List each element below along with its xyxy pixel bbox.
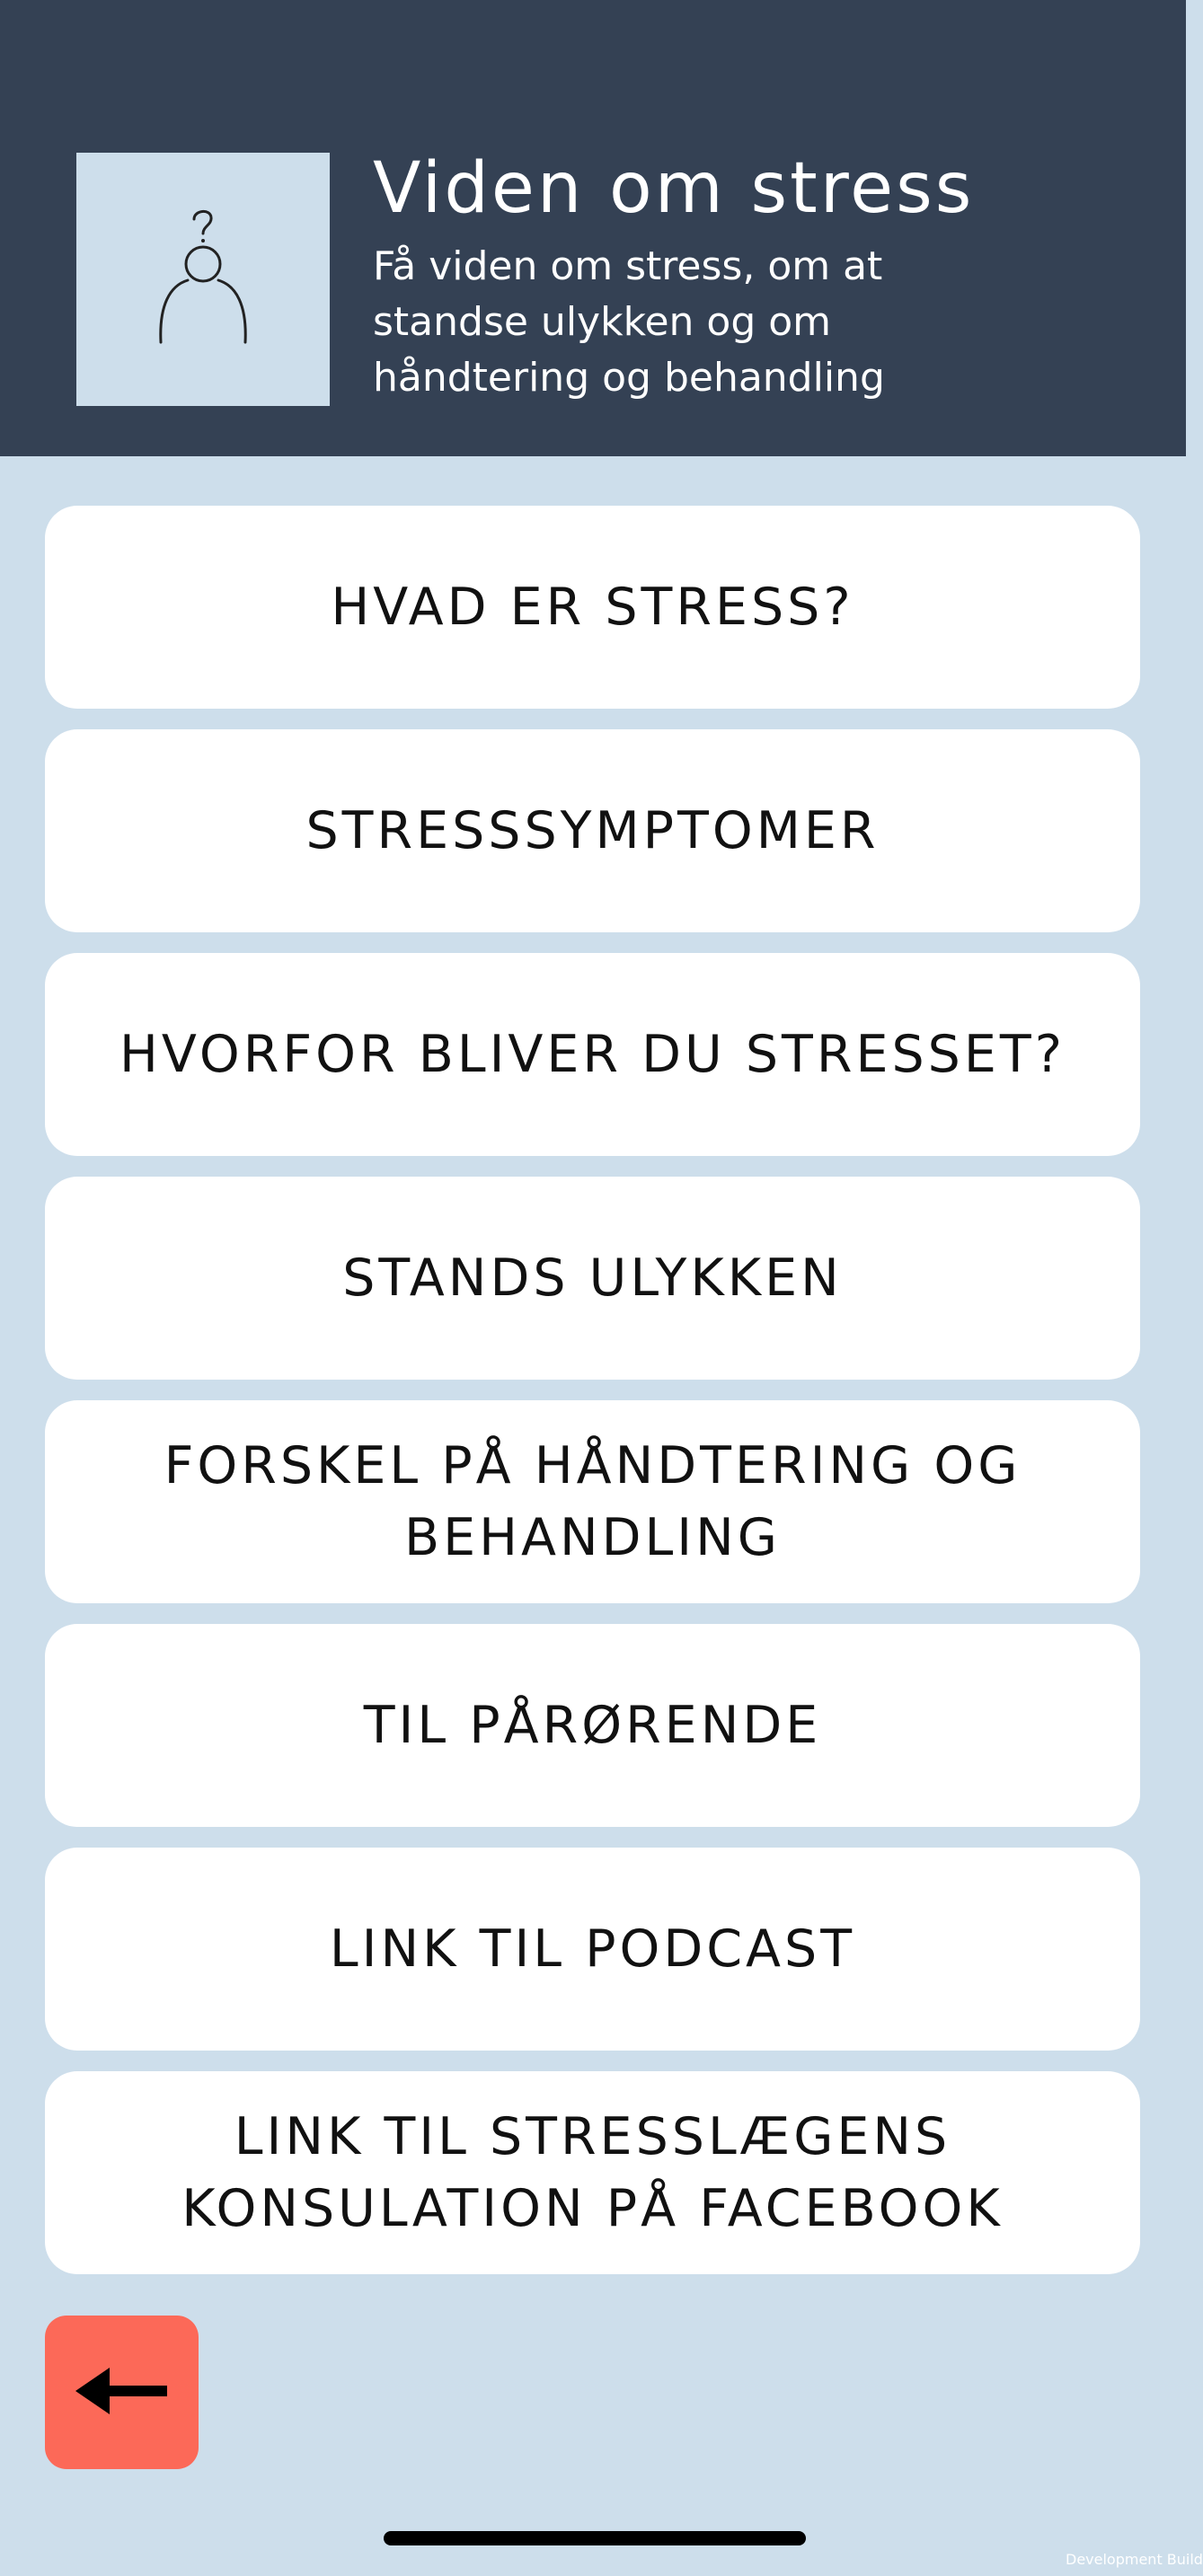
arrow-left-icon	[45, 2316, 199, 2469]
back-button[interactable]	[45, 2316, 199, 2469]
menu-button-label: LINK TIL STRESSLÆGENS KONSULATION PÅ FACEBOOK	[181, 2107, 1004, 2238]
menu-button-stresssymptomer[interactable]	[45, 729, 1140, 932]
menu-button-label: TIL PÅRØRENDE	[363, 1696, 822, 1755]
build-label: Development Build	[1066, 2551, 1203, 2568]
menu-button-link-til-podcast[interactable]	[45, 1848, 1140, 2051]
menu-button-hvad-er-stress[interactable]	[45, 506, 1140, 709]
menu-button-label: LINK TIL PODCAST	[329, 1919, 856, 1979]
header	[0, 0, 1186, 456]
menu-button-forskel-paa-haandtering[interactable]	[45, 1400, 1140, 1603]
page-subtitle: Få viden om stress, om at standse ulykken og om håndtering og behandling	[373, 243, 885, 401]
menu-button-label: FORSKEL PÅ HÅNDTERING OG BEHANDLING	[164, 1436, 1022, 1567]
menu-button-stands-ulykken[interactable]	[45, 1177, 1140, 1380]
person-question-icon	[76, 153, 330, 406]
menu-button-hvorfor-bliver-du-stresset[interactable]	[45, 953, 1140, 1156]
menu-button-label: STANDS ULYKKEN	[342, 1248, 843, 1308]
menu-button-til-paaroerende[interactable]	[45, 1624, 1140, 1827]
menu-button-label: STRESSSYMPTOMER	[305, 801, 880, 860]
menu-button-label: HVAD ER STRESS?	[331, 578, 854, 637]
home-indicator	[384, 2531, 806, 2545]
menu-button-label: HVORFOR BLIVER DU STRESSET?	[119, 1025, 1066, 1084]
page-title: Viden om stress	[373, 148, 975, 229]
menu-button-link-til-facebook[interactable]	[45, 2071, 1140, 2274]
